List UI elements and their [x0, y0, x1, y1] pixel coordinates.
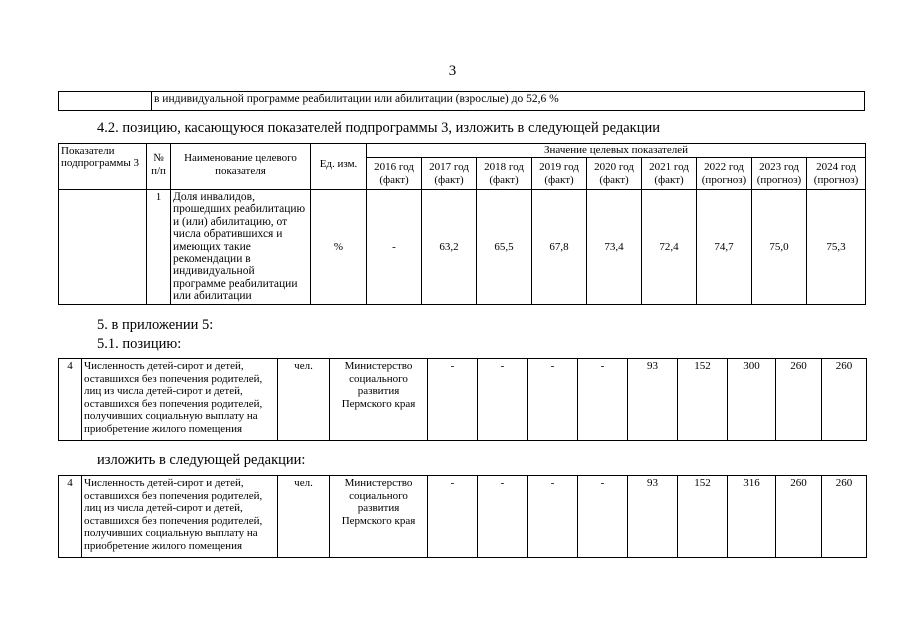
value-2017: 63,2: [422, 190, 477, 305]
value-7: 300: [728, 359, 776, 441]
position-table-old: [58, 358, 867, 441]
value-1: -: [428, 476, 478, 558]
header-indicators: Показатели подпрограммы 3: [59, 144, 147, 190]
value-3: -: [528, 359, 578, 441]
row-name: Доля инвалидов, прошедших реабилитацию и (или) абилитацию, от числа обратившихся и имеющих такие рекомендации в индивидуальной программе реабилитации или абилитации: [171, 190, 311, 305]
heading-5: 5. в приложении 5:: [97, 317, 214, 333]
value-2023: 75,0: [752, 190, 807, 305]
row-name: Численность детей-сирот и детей, оставшихся без попечения родителей, лиц из числа детей-сирот и детей, оставшихся без попечения родителей, получивших социальную выплату на приобретение жилого помещения: [82, 359, 278, 441]
row-unit: чел.: [278, 476, 330, 558]
year-2023: 2023 год (прогноз): [752, 158, 807, 190]
value-5: 93: [628, 359, 678, 441]
value-8: 260: [776, 476, 822, 558]
row-num: 4: [59, 359, 82, 441]
row-num: 1: [147, 190, 171, 305]
header-unit: Ед. изм.: [311, 144, 367, 190]
header-name: Наименование целевого показателя: [171, 144, 311, 190]
row-unit: %: [311, 190, 367, 305]
header-num: № п/п: [147, 144, 171, 190]
empty-cell: [59, 190, 147, 305]
continuation-table: [58, 91, 865, 111]
year-2020: 2020 год (факт): [587, 158, 642, 190]
year-2022: 2022 год (прогноз): [697, 158, 752, 190]
year-2017: 2017 год (факт): [422, 158, 477, 190]
position-table-new: [58, 475, 867, 558]
value-9: 260: [822, 476, 867, 558]
value-2019: 67,8: [532, 190, 587, 305]
indicators-table: [58, 143, 866, 305]
value-5: 93: [628, 476, 678, 558]
row-org: Министерство социального развития Пермского края: [330, 359, 428, 441]
value-7: 316: [728, 476, 776, 558]
row-name: Численность детей-сирот и детей, оставшихся без попечения родителей, лиц из числа детей-сирот и детей, оставшихся без попечения родителей, получивших социальную выплату на приобретение жилого помещения: [82, 476, 278, 558]
value-2: -: [478, 476, 528, 558]
year-2024: 2024 год (прогноз): [807, 158, 866, 190]
value-2: -: [478, 359, 528, 441]
value-9: 260: [822, 359, 867, 441]
row-num: 4: [59, 476, 82, 558]
value-3: -: [528, 476, 578, 558]
value-2021: 72,4: [642, 190, 697, 305]
value-8: 260: [776, 359, 822, 441]
value-2022: 74,7: [697, 190, 752, 305]
value-6: 152: [678, 359, 728, 441]
year-2018: 2018 год (факт): [477, 158, 532, 190]
year-2019: 2019 год (факт): [532, 158, 587, 190]
value-1: -: [428, 359, 478, 441]
value-2024: 75,3: [807, 190, 866, 305]
year-2016: 2016 год (факт): [367, 158, 422, 190]
value-2018: 65,5: [477, 190, 532, 305]
value-4: -: [578, 476, 628, 558]
value-2016: -: [367, 190, 422, 305]
value-4: -: [578, 359, 628, 441]
page-number: 3: [448, 63, 457, 79]
heading-4-2: 4.2. позицию, касающуюся показателей подпрограммы 3, изложить в следующей редакции: [97, 120, 660, 136]
empty-cell: [59, 92, 152, 111]
row-unit: чел.: [278, 359, 330, 441]
continuation-text: в индивидуальной программе реабилитации или абилитации (взрослые) до 52,6 %: [152, 92, 865, 111]
year-2021: 2021 год (факт): [642, 158, 697, 190]
value-2020: 73,4: [587, 190, 642, 305]
value-6: 152: [678, 476, 728, 558]
header-values: Значение целевых показателей: [367, 144, 866, 158]
heading-5-1: 5.1. позицию:: [97, 336, 182, 352]
row-org: Министерство социального развития Пермского края: [330, 476, 428, 558]
heading-new-edition: изложить в следующей редакции:: [97, 452, 306, 468]
